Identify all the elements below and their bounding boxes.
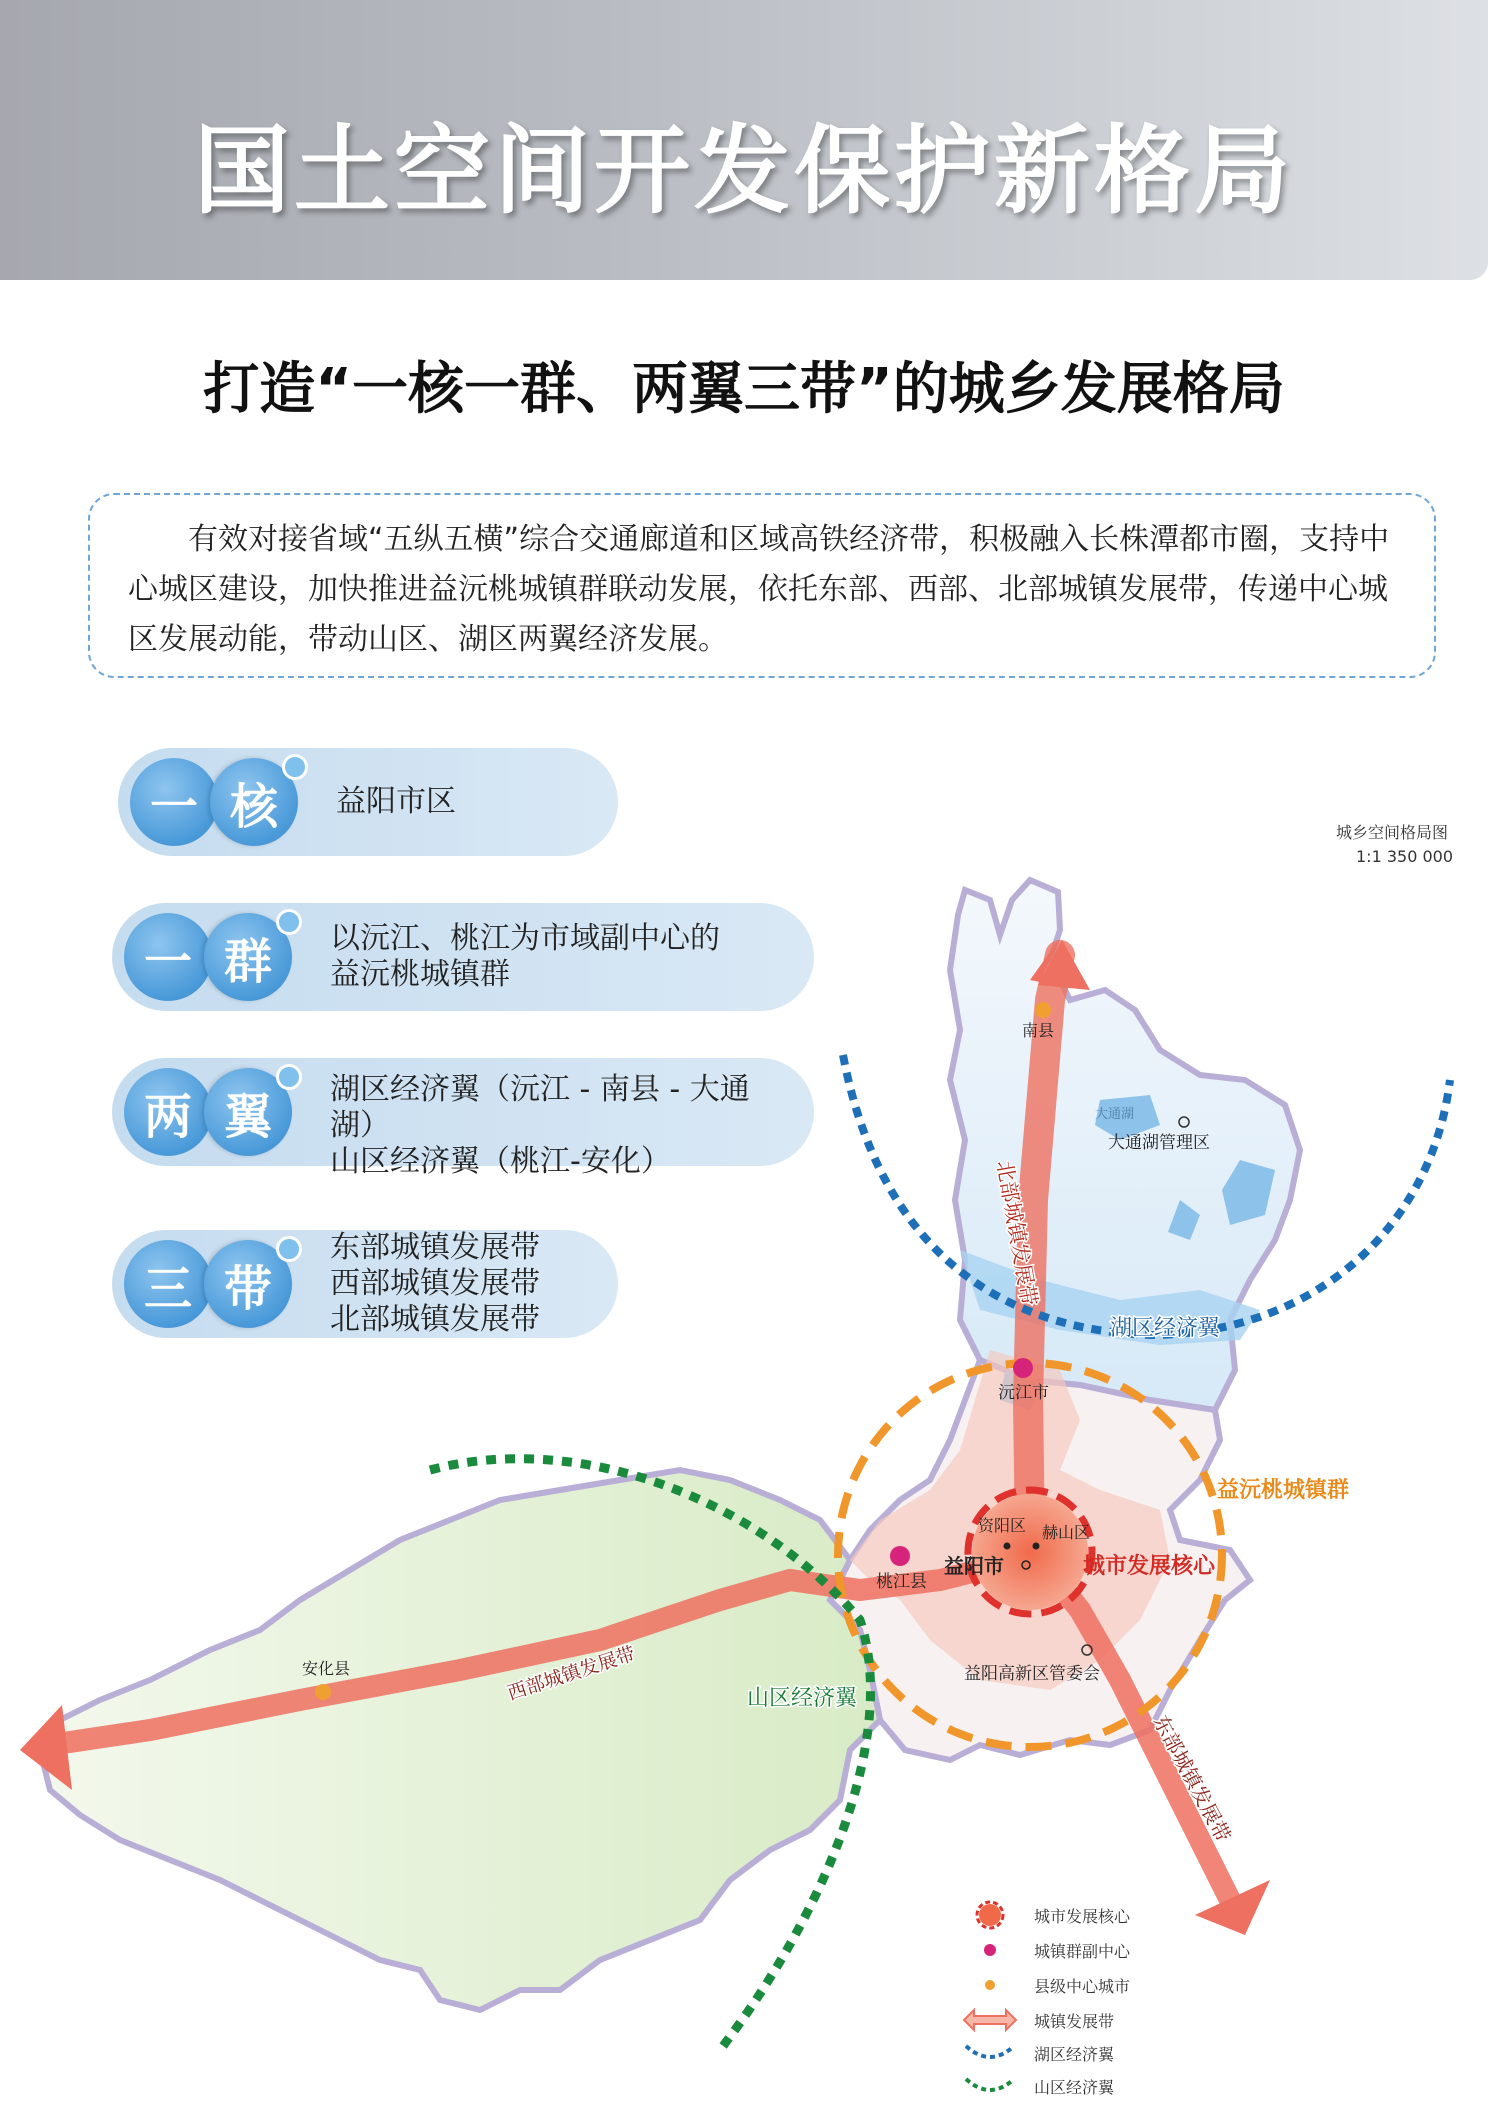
territory-shape [40,880,1300,2010]
intro-text: 有效对接省域“五纵五横”综合交通廊道和区域高铁经济带，积极融入长株潭都市圈，支持中心城区建设，加快推进益沅桃城镇群联动发展，依托东部、西部、北部城镇发展带，传递中心城区发展动能，带动山区、湖区两翼经济发展。 [128,522,1390,657]
map-title: 城乡空间格局图 [1336,823,1449,842]
legend-item-county-center [960,1970,1130,2000]
heshan-marker [1033,1543,1040,1550]
capsule-line: 湖） [330,1108,390,1143]
mountain-wing-label: 山区经济翼 [747,1686,858,1711]
capsule-badge-right: 带 [204,1240,292,1328]
sub-center-icon [960,1935,1020,1965]
capsule-badge-right: 核 [210,758,298,846]
datong-lake-label: 大通湖 [1095,1107,1135,1122]
capsule-badge-left: 一 [130,758,218,846]
legend-label: 山区经济翼 [1034,2077,1115,2097]
lake-wing-label: 湖区经济翼 [1110,1316,1221,1341]
anhua-marker [315,1684,331,1700]
capsule-line: 以沅江、桃江为市域副中心的 [330,921,720,956]
capsule-line: 西部城镇发展带 [330,1266,540,1301]
core-icon [960,1900,1020,1930]
page-title: 国土空间开发保护新格局 [194,115,1294,227]
anhua-label: 安化县 [302,1659,351,1678]
territory-mountain-district [40,1470,880,2010]
capsule-line: 益沅桃城镇群 [330,957,510,992]
capsule-line: 东部城镇发展带 [330,1230,540,1265]
heshan-label: 赫山区 [1042,1523,1091,1542]
capsule-badge-left: 两 [124,1068,212,1156]
yuanjiang-label: 沅江市 [998,1383,1049,1403]
map-scale: 1:1 350 000 [1356,847,1453,866]
section-subtitle: 打造“一核一群、两翼三带”的城乡发展格局 [203,357,1285,422]
legend-item-lake-wing [960,2038,1114,2068]
legend-label: 城市发展核心 [1034,1906,1131,1926]
capsule-line: 益阳市区 [336,784,456,819]
yuanjiang-marker [1013,1358,1033,1378]
capsule-badge-left: 一 [124,913,212,1001]
ziyang-label: 资阳区 [978,1516,1027,1535]
capsule-line: 北部城镇发展带 [330,1302,540,1337]
cluster-label: 益沅桃城镇群 [1217,1478,1350,1503]
belt-icon [960,2005,1020,2035]
legend-label: 县级中心城市 [1034,1976,1131,1996]
legend-item-sub-center [960,1935,1130,1965]
capsule-line: 山区经济翼（桃江-安化） [330,1144,671,1179]
taojiang-marker [890,1546,910,1566]
capsule-badge-left: 三 [124,1240,212,1328]
capsule-badge-right: 群 [204,913,292,1001]
taojiang-label: 桃江县 [876,1572,927,1592]
legend-label: 城镇发展带 [1034,2011,1115,2031]
east-belt-label: 东部城镇发展带 [1148,1711,1236,1846]
legend-label: 城镇群副中心 [1034,1941,1131,1961]
legend-item-mountain-wing [960,2071,1114,2101]
nanxian-marker [1035,1002,1051,1018]
core-disc [972,1494,1091,1610]
lake-wing-icon [960,2038,1020,2068]
county-center-icon [960,1970,1020,2000]
capsule-badge-right: 翼 [204,1068,292,1156]
legend-item-belt [960,2005,1114,2035]
capsule-line: 湖区经济翼（沅江 - 南县 - 大通 [330,1072,750,1107]
datonghu-label: 大通湖管理区 [1108,1133,1210,1153]
mountain-wing-icon [960,2071,1020,2101]
north-belt-label: 北部城镇发展带 [992,1158,1042,1308]
ziyang-marker [1004,1543,1011,1550]
legend-label: 湖区经济翼 [1034,2044,1115,2064]
gaoxin-label: 益阳高新区管委会 [964,1664,1100,1684]
legend-item-core [960,1900,1130,1930]
west-belt-label: 西部城镇发展带 [504,1642,639,1705]
yiyang-label: 益阳市 [944,1554,1004,1578]
nanxian-label: 南县 [1022,1021,1055,1040]
core-label: 城市发展核心 [1083,1554,1216,1579]
